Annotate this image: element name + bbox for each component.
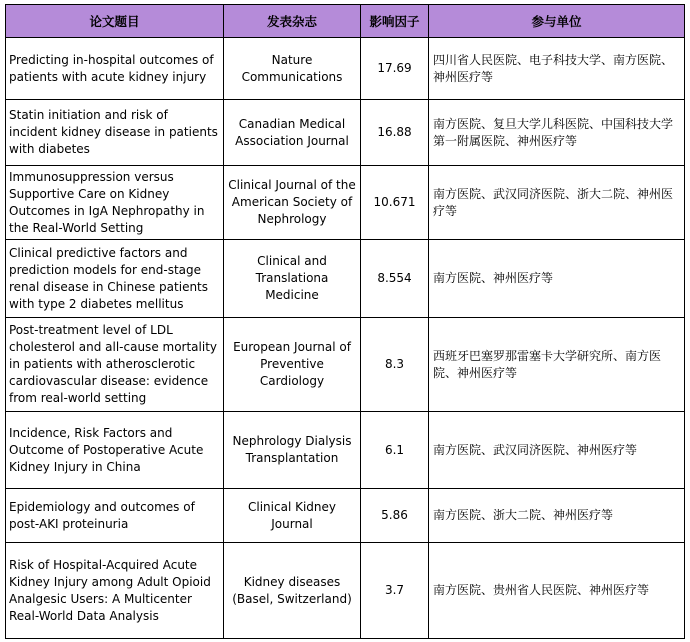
impact-factor: 16.88 — [361, 100, 429, 166]
paper-title: Statin initiation and risk of incident kidney disease in patients with diabetes — [6, 100, 224, 166]
journal-name: Clinical Kidney Journal — [224, 489, 361, 543]
participating-units: 南方医院、复旦大学儿科医院、中国科技大学第一附属医院、神州医疗等 — [429, 100, 685, 166]
paper-title: Predicting in-hospital outcomes of patients with acute kidney injury — [6, 38, 224, 100]
paper-title: Post-treatment level of LDL cholesterol and all-cause mortality in patients with atherosclerotic cardiovascular disease: evidence from real-world setting — [6, 318, 224, 412]
impact-factor: 8.554 — [361, 240, 429, 318]
paper-title: Epidemiology and outcomes of post-AKI proteinuria — [6, 489, 224, 543]
journal-name: Nature Communications — [224, 38, 361, 100]
table-row — [6, 38, 685, 100]
participating-units: 西班牙巴塞罗那雷塞卡大学研究所、南方医院、神州医疗等 — [429, 318, 685, 412]
journal-name: European Journal of Preventive Cardiology — [224, 318, 361, 412]
header-units: 参与单位 — [429, 5, 685, 38]
impact-factor: 5.86 — [361, 489, 429, 543]
header-row — [6, 5, 685, 38]
journal-name: Clinical and Translationa Medicine — [224, 240, 361, 318]
header-impact: 影响因子 — [361, 5, 429, 38]
papers-table — [5, 4, 685, 639]
impact-factor: 6.1 — [361, 412, 429, 489]
paper-title: Clinical predictive factors and prediction models for end-stage renal disease in Chinese patients with type 2 diabetes mellitus — [6, 240, 224, 318]
impact-factor: 3.7 — [361, 543, 429, 639]
table-row — [6, 166, 685, 240]
table-row — [6, 100, 685, 166]
header-journal: 发表杂志 — [224, 5, 361, 38]
journal-name: Canadian Medical Association Journal — [224, 100, 361, 166]
participating-units: 南方医院、贵州省人民医院、神州医疗等 — [429, 543, 685, 639]
table-row — [6, 543, 685, 639]
participating-units: 南方医院、武汉同济医院、浙大二院、神州医疗等 — [429, 166, 685, 240]
table-row — [6, 489, 685, 543]
participating-units: 南方医院、浙大二院、神州医疗等 — [429, 489, 685, 543]
impact-factor: 10.671 — [361, 166, 429, 240]
table-row — [6, 318, 685, 412]
participating-units: 南方医院、武汉同济医院、神州医疗等 — [429, 412, 685, 489]
impact-factor: 17.69 — [361, 38, 429, 100]
journal-name: Nephrology Dialysis Transplantation — [224, 412, 361, 489]
header-title: 论文题目 — [6, 5, 224, 38]
table-row — [6, 240, 685, 318]
paper-title: Risk of Hospital-Acquired Acute Kidney Injury among Adult Opioid Analgesic Users: A Multicenter Real-World Data Analysis — [6, 543, 224, 639]
impact-factor: 8.3 — [361, 318, 429, 412]
participating-units: 四川省人民医院、电子科技大学、南方医院、神州医疗等 — [429, 38, 685, 100]
paper-title: Incidence, Risk Factors and Outcome of Postoperative Acute Kidney Injury in China — [6, 412, 224, 489]
paper-title: Immunosuppression versus Supportive Care on Kidney Outcomes in IgA Nephropathy in the Real-World Setting — [6, 166, 224, 240]
table-row — [6, 412, 685, 489]
journal-name: Clinical Journal of the American Society of Nephrology — [224, 166, 361, 240]
participating-units: 南方医院、神州医疗等 — [429, 240, 685, 318]
journal-name: Kidney diseases (Basel, Switzerland) — [224, 543, 361, 639]
